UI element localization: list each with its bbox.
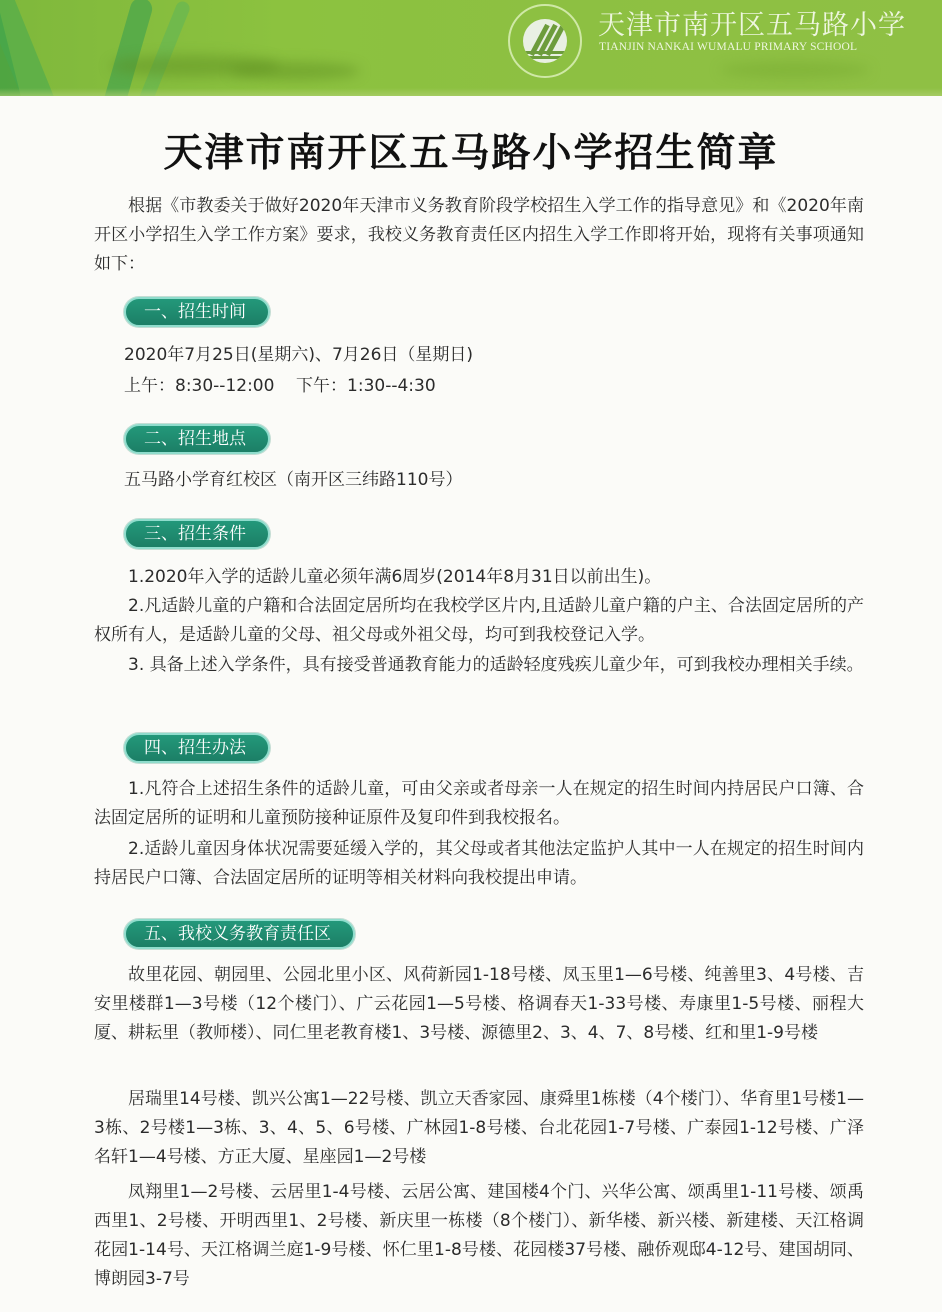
decorative-smudge [720,62,870,78]
method-item: 2.适龄儿童因身体状况需要延缓入学的，其父母或者其他法定监护人其中一人在规定的招生时间内持居民户口簿、合法固定居所的证明等相关材料向我校提出申请。 [94,839,864,888]
district-paragraph: 居瑞里14号楼、凯兴公寓1—22号楼、凯立天香家园、康舜里1栋楼（4个楼门）、华育里1号楼1—3栋、2号楼1—3栋、3、4、5、6号楼、广林园1-8号楼、台北花园1-7号楼、广泰园1-12号楼、广泽名轩1—4号楼、方正大厦、星座园1—2号楼 [94,1089,864,1167]
method-item: 1.凡符合上述招生条件的适龄儿童，可由父亲或者母亲一人在规定的招生时间内持居民户口簿、合法固定居所的证明和儿童预防接种证原件及复印件到我校报名。 [94,779,864,828]
condition-item: 1.2020年入学的适龄儿童必须年满6周岁(2014年8月31日以前出生)。 [128,567,662,587]
intro-paragraph: 根据《市教委关于做好2020年天津市义务教育阶段学校招生入学工作的指导意见》和《2020年南开区小学招生入学工作方案》要求，我校义务教育责任区内招生入学工作即将开始，现将有关事项通知如下： [94,196,864,274]
section-heading-method: 四、招生办法 [124,733,270,763]
condition-item: 3. 具备上述入学条件，具有接受普通教育能力的适龄轻度残疾儿童少年，可到我校办理相关手续。 [128,655,864,675]
school-name-en: TIANJIN NANKAI WUMALU PRIMARY SCHOOL [599,41,858,53]
enrollment-hours: 上午：8:30--12:00 下午：1:30--4:30 [124,376,436,396]
school-emblem-icon [508,4,582,78]
section-heading-district: 五、我校义务教育责任区 [124,919,355,949]
header-banner [0,0,942,96]
section-heading-conditions: 三、招生条件 [124,519,270,549]
section-heading-time: 一、招生时间 [124,297,270,327]
enrollment-dates: 2020年7月25日(星期六)、7月26日（星期日) [124,345,474,365]
enrollment-location: 五马路小学育红校区（南开区三纬路110号） [124,470,463,490]
condition-item: 2.凡适龄儿童的户籍和合法固定居所均在我校学区片内,且适龄儿童户籍的户主、合法固定居所的产权所有人，是适龄儿童的父母、祖父母或外祖父母，均可到我校登记入学。 [94,596,864,645]
school-name-cn: 天津市南开区五马路小学 [598,10,906,41]
decorative-smudge [230,62,360,80]
document-title: 天津市南开区五马路小学招生简章 [163,130,779,176]
section-heading-location: 二、招生地点 [124,424,270,454]
district-paragraph: 凤翔里1—2号楼、云居里1-4号楼、云居公寓、建国楼4个门、兴华公寓、颂禹里1-11号楼、颂禹西里1、2号楼、开明西里1、2号楼、新庆里一栋楼（8个楼门）、新华楼、新兴楼、新建楼、天江格调花园1-14号、天江格调兰庭1-9号楼、怀仁里1-8号楼、花园楼37号楼、融侨观邸4-12号、建国胡同、博朗园3-7号 [94,1182,864,1289]
district-paragraph: 故里花园、朝园里、公园北里小区、风荷新园1-18号楼、凤玉里1—6号楼、纯善里3、4号楼、吉安里楼群1—3号楼（12个楼门）、广云花园1—5号楼、格调春天1-33号楼、寿康里1-5号楼、丽程大厦、耕耘里（教师楼）、同仁里老教育楼1、3号楼、源德里2、3、4、7、8号楼、红和里1-9号楼 [94,965,864,1043]
